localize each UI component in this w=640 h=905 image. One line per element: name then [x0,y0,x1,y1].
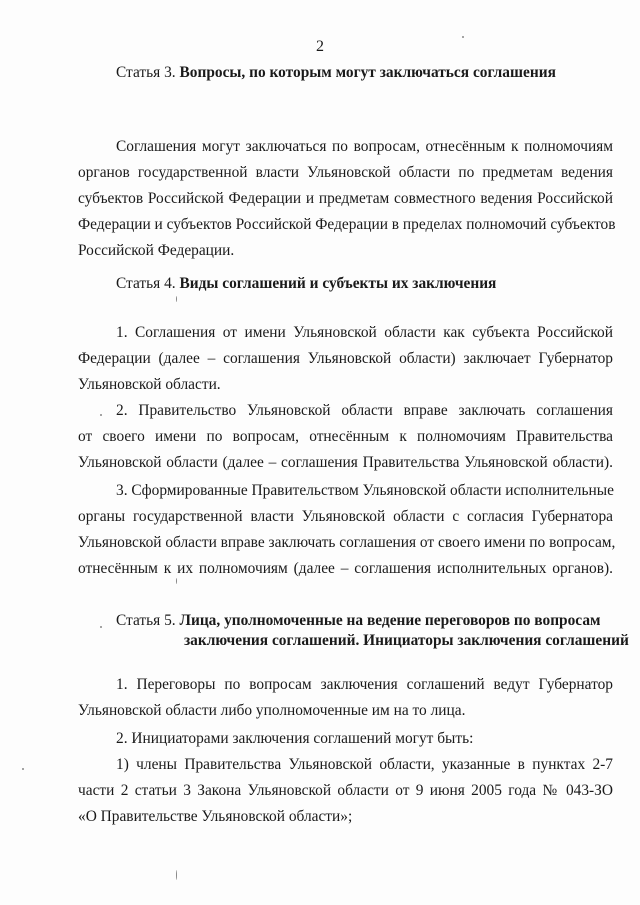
article-5-text-line: 1) члены Правительства Ульяновской области, указанные в пунктах 2-7 [116,756,613,773]
scan-speck [100,626,102,628]
scan-speck [462,36,464,38]
article-3-text-line: Соглашения могут заключаться по вопросам, отнесённым к полномочиям [116,138,613,155]
article-4-text-line: от своего имени по вопросам, отнесённым к полномочиям Правительства [78,428,613,445]
page-number: 2 [316,38,324,55]
article-4-text-line: Ульяновской области (далее – соглашения Правительства Ульяновской области). [78,454,613,471]
article-5-heading-continuation [184,632,629,650]
scan-speck [22,768,24,770]
article-5-text-line: 2. Инициаторами заключения соглашений могут быть: [116,730,474,747]
article-5-title-line: Лица, уполномоченные на ведение переговоров по вопросам [179,612,601,629]
article-4-text-line: 1. Соглашения от имени Ульяновской области как субъекта Российской [116,324,613,341]
article-5-text-line: «О Правительстве Ульяновской области»; [78,808,353,825]
article-5-heading [116,612,601,630]
article-5-text-line: части 2 статьи 3 Закона Ульяновской области от 9 июня 2005 года № 043-ЗО [78,782,613,799]
article-3-title: Вопросы, по которым могут заключаться соглашения [179,64,556,81]
article-4-title: Виды соглашений и субъекты их заключения [179,275,497,292]
article-3-heading [116,64,556,82]
scan-speck [176,870,177,880]
article-5-text-line: Ульяновской области либо уполномоченные им на то лица. [78,702,466,719]
article-3-text-line: Федерации и субъектов Российской Федерации в пределах полномочий субъектов [78,216,616,233]
article-4-number: Статья 4. [116,275,176,292]
article-4-text-line: Ульяновской области вправе заключать соглашения от своего имени по вопросам, [78,534,616,551]
article-4-text-line: 3. Сформированные Правительством Ульяновской области исполнительные [116,482,614,499]
scan-speck [176,578,177,584]
scan-speck [100,414,102,416]
article-3-text-line: Российской Федерации. [78,242,235,259]
article-5-title-line: заключения соглашений. Инициаторы заключения соглашений [184,632,629,649]
article-4-text-line: Ульяновской области. [78,376,221,393]
article-4-text-line: органы государственной власти Ульяновской области с согласия Губернатора [78,508,613,525]
article-3-text-line: органов государственной власти Ульяновской области по предметам ведения [78,164,613,181]
article-5-number: Статья 5. [116,612,176,629]
article-4-text-line: Федерации (далее – соглашения Ульяновской области) заключает Губернатор [78,350,613,367]
article-4-text-line: отнесённым к их полномочиям (далее – соглашения исполнительных органов). [78,560,613,577]
article-5-text-line: 1. Переговоры по вопросам заключения соглашений ведут Губернатор [116,676,613,693]
article-4-text-line: 2. Правительство Ульяновской области вправе заключать соглашения [116,402,613,419]
article-3-number: Статья 3. [116,64,176,81]
article-3-text-line: субъектов Российской Федерации и предметам совместного ведения Российской [78,190,613,207]
article-4-heading [116,275,496,293]
scan-speck [176,296,177,302]
